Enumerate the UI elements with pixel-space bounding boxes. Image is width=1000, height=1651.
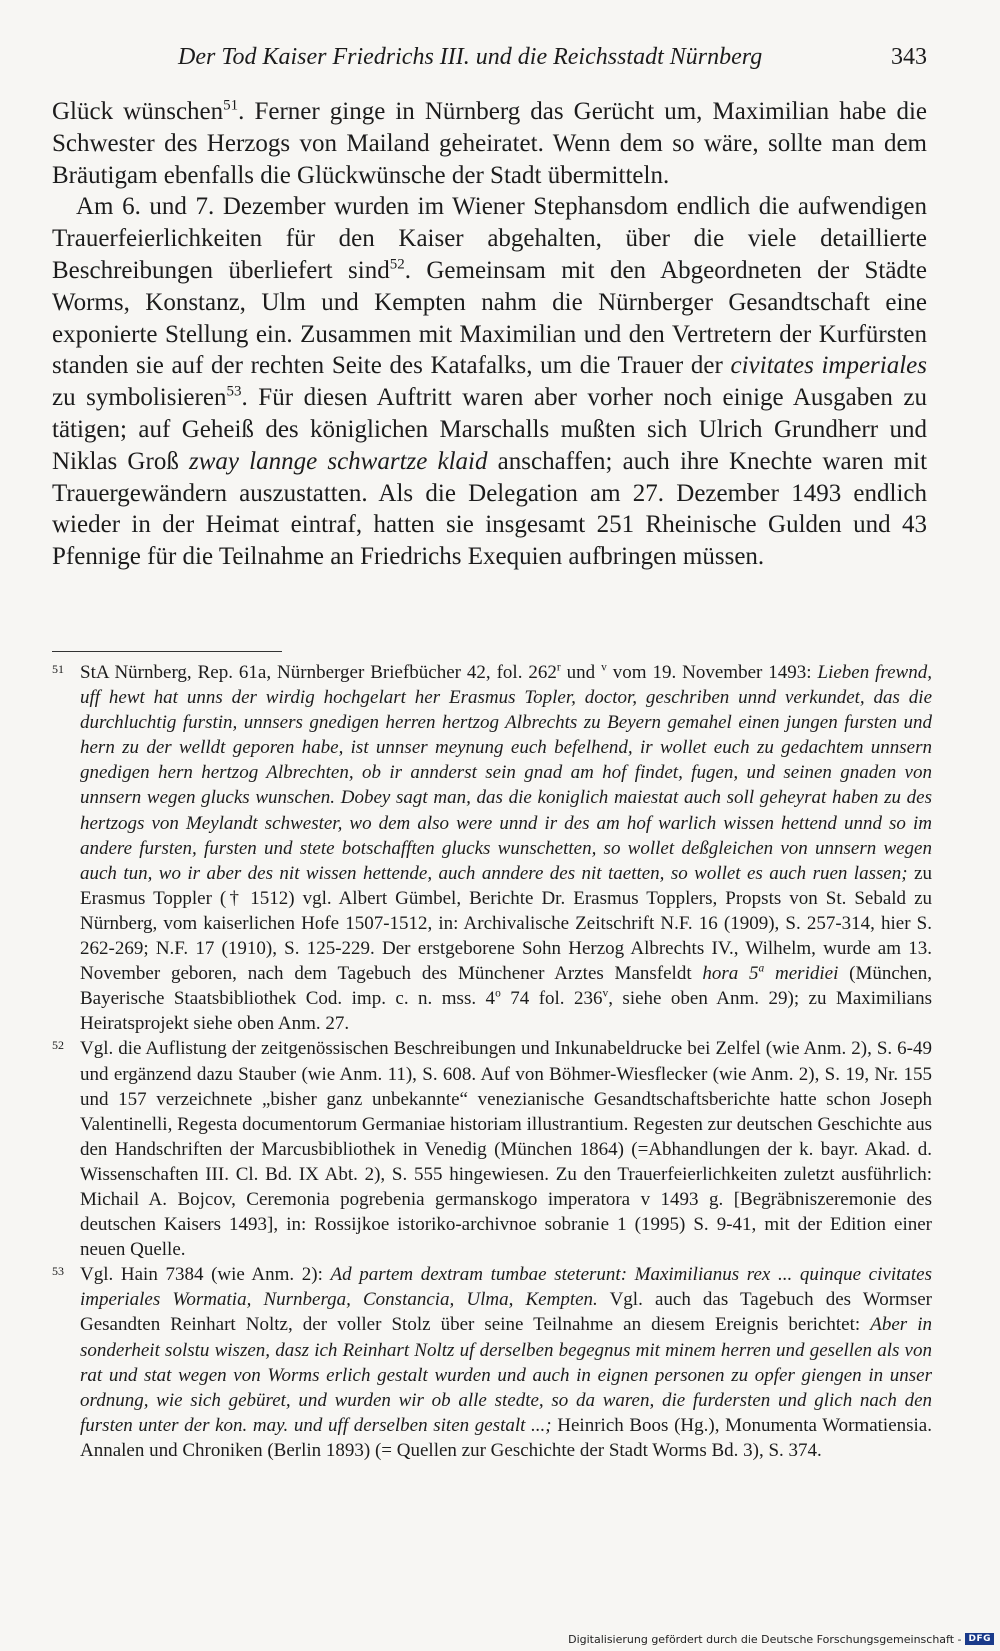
footnote-ref[interactable]: 52	[389, 256, 405, 273]
main-text	[52, 96, 927, 573]
footnotes	[52, 660, 932, 1463]
paragraph: Am 6. und 7. Dezember wurden im Wiener Stephansdom endlich die aufwendigen Trauerfeierlichkeiten für den Kaiser abgehalten, über die viele detaillierte Beschreibungen überliefert sind$^{52}$. Gemeinsam mit den Abgeordneten der Städte Worms, Konstanz, Ulm und Kempten nahm die Nürnberger Gesandtschaft eine exponierte Stellung ein. Zusammen mit Maximilian und den Vertretern der Kurfürsten standen sie auf der rechten Seite des Katafalks, um die Trauer der civitates imperiales zu symbolisieren$^{53}$. Für diesen Auftritt waren aber vorher noch einige Ausgaben zu tätigen; auf Geheiß des königlichen Marschalls mußten sich Ulrich Grundherr und Niklas Groß zway lannge schwartze klaid anschaffen; auch ihre Knechte waren mit Trauergewändern auszustatten. Als die Delegation am 27. Dezember 1493 endlich wieder in der Heimat eintraf, hatten sie insgesamt 251 Rheinische Gulden und 43 Pfennige für die Teilnahme an Friedrichs Exequien aufbringen müssen.	[52, 193, 928, 571]
footnote-number: 51	[52, 662, 64, 676]
paragraph: Glück wünschen$^{51}$. Ferner ginge in Nürnberg das Gerücht um, Maximilian habe die Schwester des Herzogs von Mailand geheiratet. Wenn dem so wäre, sollte man dem Bräutigam ebenfalls die Glückwünsche der Stadt übermitteln.	[52, 97, 927, 189]
footnote-number: 52	[52, 1038, 64, 1053]
dfg-logo: DFG	[965, 1633, 994, 1645]
running-title: Der Tod Kaiser Friedrichs III. und die Reichsstadt Nürnberg	[178, 44, 763, 70]
footnote-53: 53 Vgl. Hain 7384 (wie Anm. 2): Ad partem dextram tumbae steterunt: Maximilianus rex ... quinque civitates imperiales Wormatia, Nurnberga, Constancia, Ulma, Kempten. Vgl. auch das Tagebuch des Wormser Gesandten Reinhart Noltz, der voller Stolz über seine Teilnahme an diesem Ereignis berichtet: Aber in sonderheit solstu wiszen, dasz ich Reinhart Noltz uf derselben begegnus mit minem herren und gesellen als von rat und stat wegen von Worms erlich gestalt wurden und auch in eignen personen zu opfer giengen in unser ordnung, wie sich gebüret, und wurden wir ob alle stedte, so da waren, die furdersten und glich nach den fursten unter der kon. may. und uff derselben siten gestalt ...; Heinrich Boos (Hg.), Monumenta Wormatiensia. Annalen und Chroniken (Berlin 1893) (= Quellen zur Geschichte der Stadt Worms Bd. 3), S. 374.	[52, 1264, 932, 1461]
footer-text: Digitalisierung gefördert durch die Deutsche Forschungsgemeinschaft -	[568, 1632, 962, 1646]
footnote-52: 52 Vgl. die Auflistung der zeitgenössischen Beschreibungen und Inkunabeldrucke bei Zelfel (wie Anm. 2), S. 6-49 und ergänzend dazu Stauber (wie Anm. 11), S. 608. Auf von Böhmer-Wiesflecker (wie Anm. 2), S. 19, Nr. 155 und 157 verzeichnete „bisher ganz unbekannte“ venezianische Gesandtschaftsberichte hatte schon Joseph Valentinelli, Regesta documentorum Germaniae historiam illustrantium. Regesten zur deutschen Geschichte aus den Handschriften der Marcusbibliothek in Venedig (München 1864) (=Abhandlungen der k. bayr. Akad. d. Wissenschaften III. Cl. Bd. IX Abt. 2), S. 555 hingewiesen. Zu den Trauerfeierlichkeiten zuletzt ausführlich: Michail A. Bojcov, Ceremonia pogrebenia germanskogo imperatora v 1493 g. [Begräbniszeremonie des deutschen Kaisers 1493], in: Rossijkoe istoriko-archivnoe sobranie 1 (1995) S. 9-41, mit der Edition einer neuen Quelle.	[52, 1038, 932, 1261]
footnote-51: 51 StA Nürnberg, Rep. 61a, Nürnberger Briefbücher 42, fol. 262$^r$ und $^v$ vom 19. November 1493: Lieben frewnd, uff hewt hat unns der wirdig hochgelart her Erasmus Topler, doctor, geschriben unnd verkundet, das die durchluchtig furstin, unnsers gnedigen herren hertzog Albrechts zu Beyern gemahel einen jungen fursten und hern zu der welldt geporen habe, ist unnser meynung euch befelhend, ir wollet euch zu gedachtem unnsern gnedigen hern hertzog Albrechten, ob ir annderst sein gnad am hof findet, fugen, und seinen gnaden von unnsern wegen glucks wunschen. Dobey sagt man, das die koniglich maiestat auch soll geheyrat haben zu des hertzogs von Meylandt schwester, wo dem also were unnd ir des am hof warlich wissen hettend unnd so im andere fursten, fursten und stete botschafften glucks wunschetten, so wollet deßgleichen von unnsern wegen auch tun, wo ir aber des nit wissen hettende, auch anndere des nit taetten, so wollet es auch ruen lassen; zu Erasmus Toppler († 1512) vgl. Albert Gümbel, Berichte Dr. Erasmus Topplers, Propsts von St. Sebald zu Nürnberg, vom kaiserlichen Hofe 1507-1512, in: Archivalische Zeitschrift N.F. 16 (1909), S. 257-314, hier S. 262-269; N.F. 17 (1910), S. 125-229. Der erstgeborene Sohn Herzog Albrechts IV., Wilhelm, wurde am 13. November geboren, nach dem Tagebuch des Münchener Arztes Mansfeldt hora 5$^a$ meridiei (München, Bayerische Staatsbibliothek Cod. imp. c. n. mss. 4$^o$ 74 fol. 236$^v$, siehe oben Anm. 29); zu Maximilians Heiratsprojekt siehe oben Anm. 27.	[52, 661, 933, 1035]
digitization-footer	[568, 1631, 994, 1647]
footnote-ref[interactable]: 51	[223, 97, 239, 114]
footnote-separator	[52, 651, 282, 652]
page-number: 343	[891, 44, 927, 70]
footnote-number: 53	[52, 1264, 64, 1279]
footnote-ref[interactable]: 53	[226, 383, 242, 400]
running-header	[52, 44, 927, 80]
